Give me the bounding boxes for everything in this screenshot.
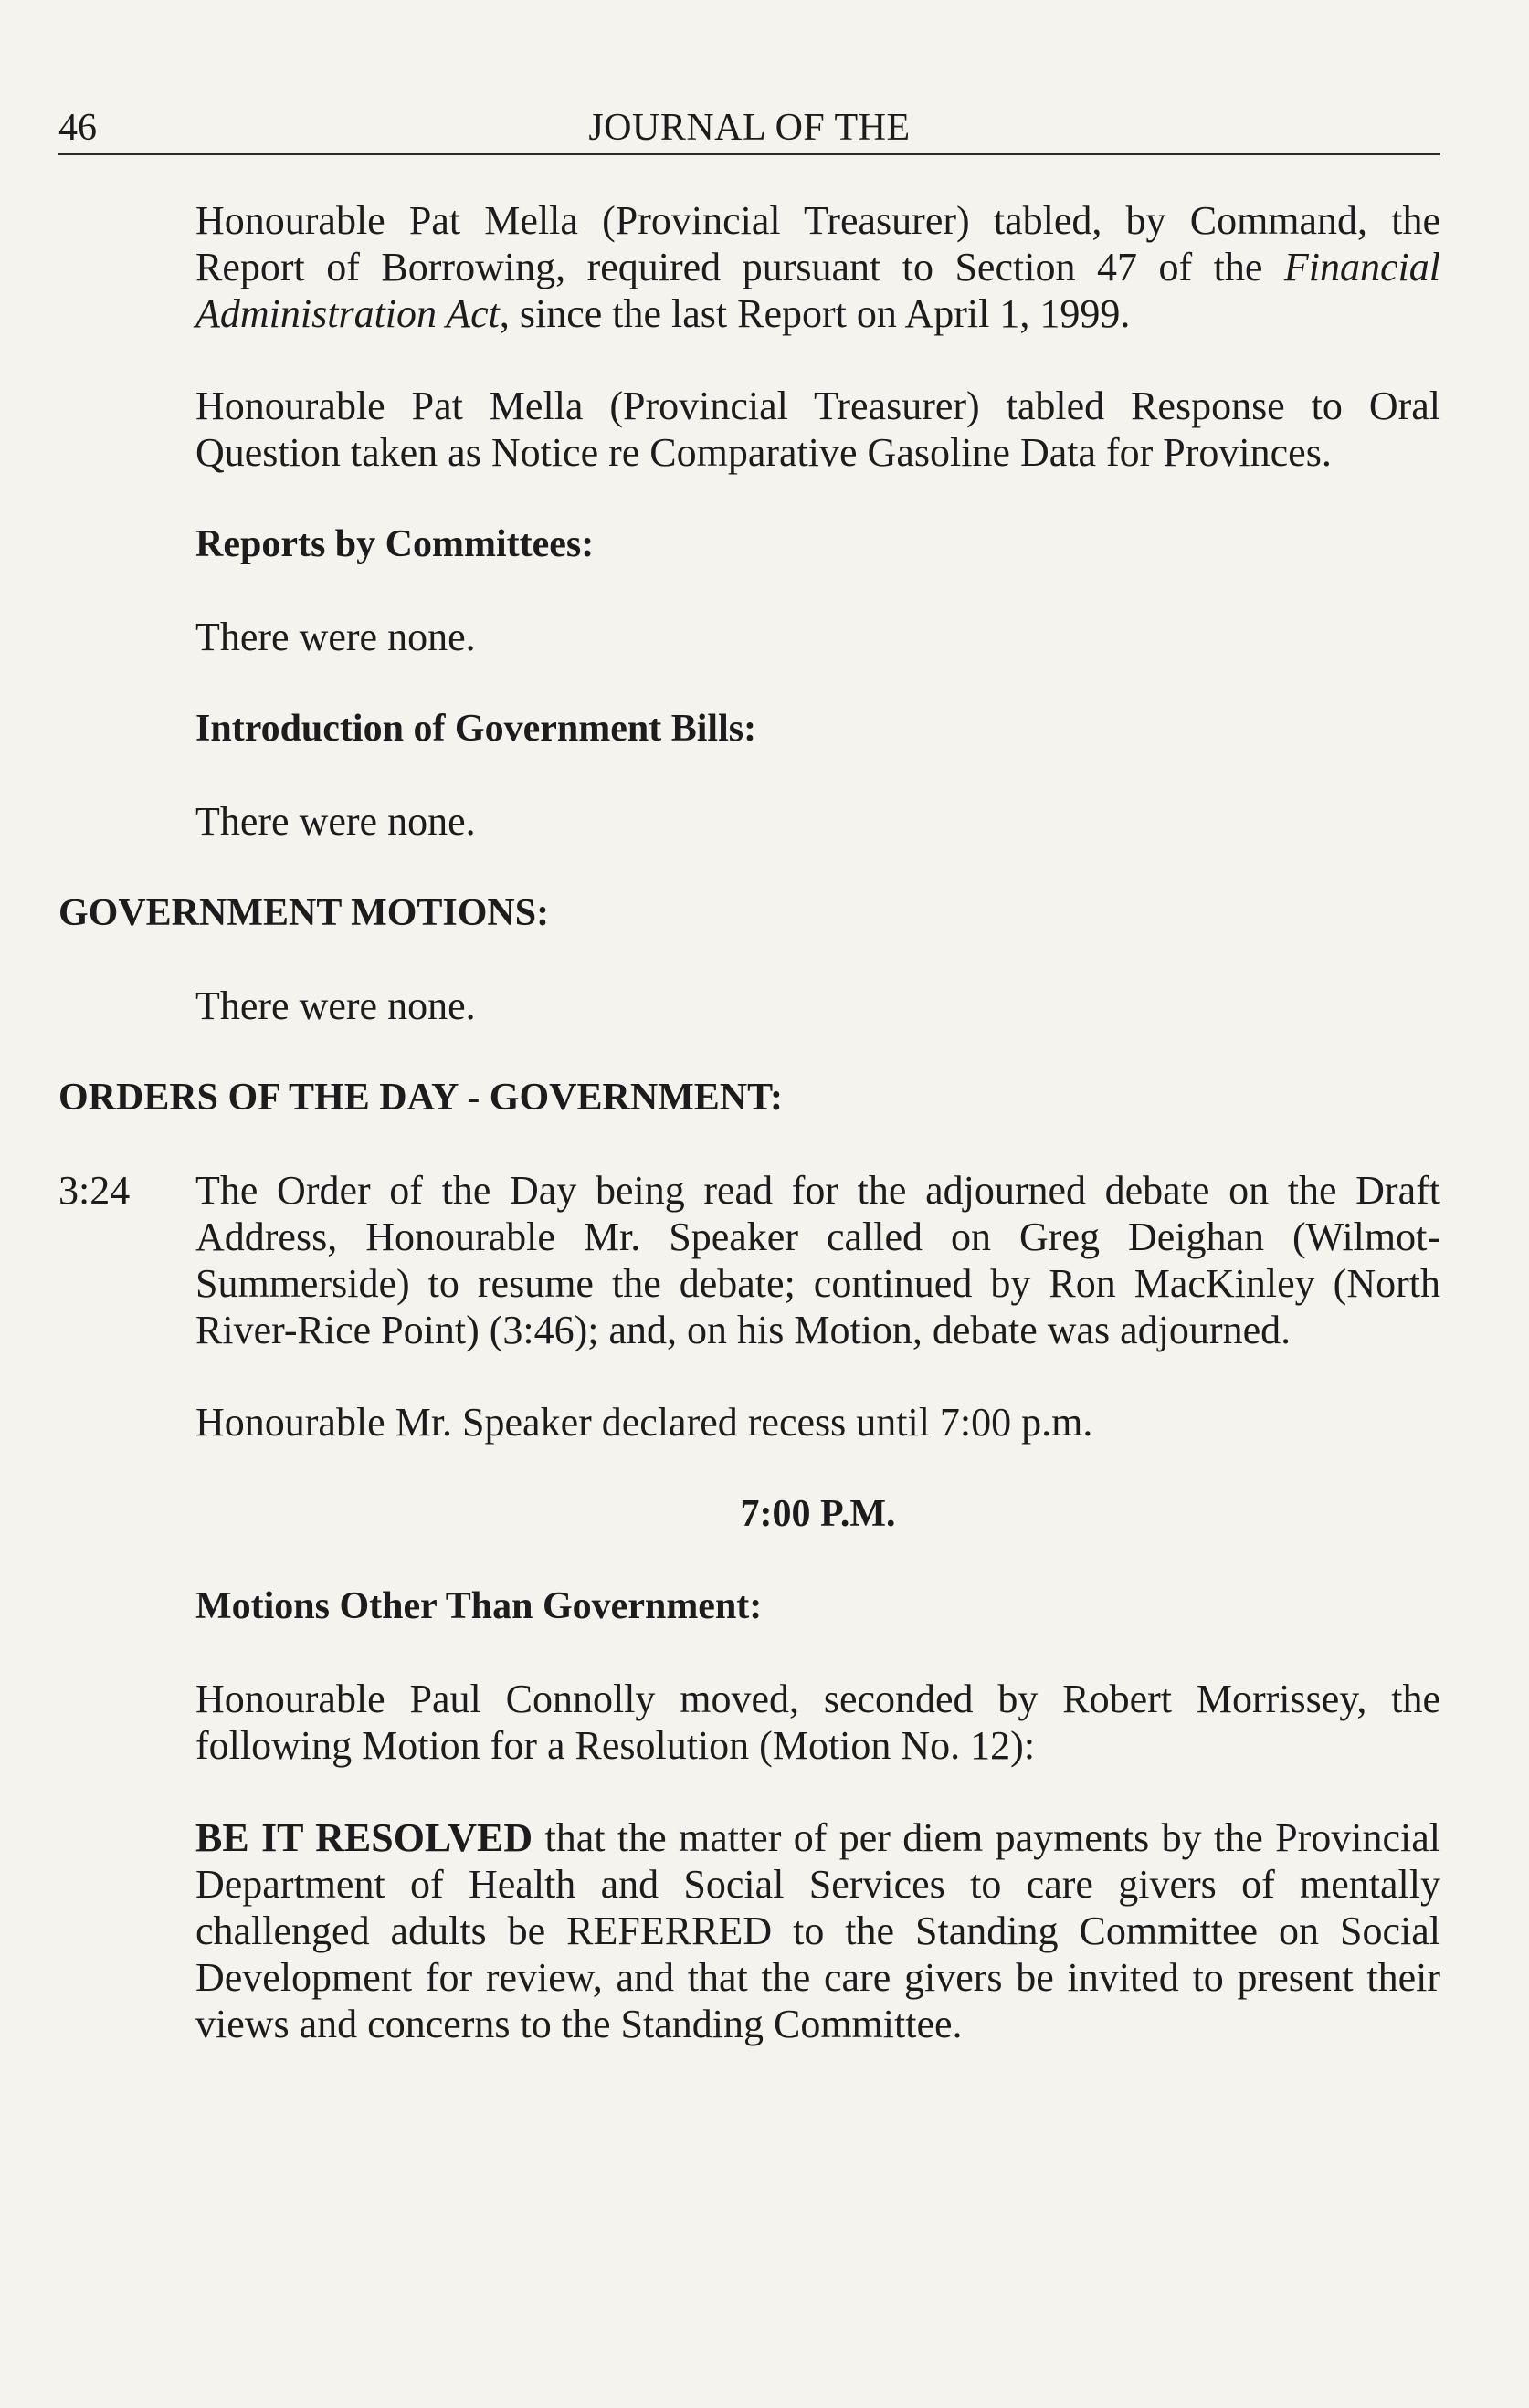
reports-by-committees-heading: Reports by Committees: <box>195 523 595 565</box>
recess-paragraph: Honourable Mr. Speaker declared recess until 7:00 p.m. <box>195 1400 1093 1445</box>
page-body <box>58 197 1440 2091</box>
timed-entry <box>58 1167 1440 1353</box>
reports-none-text: There were none. <box>195 615 476 659</box>
order-of-the-day-text: The Order of the Day being read for the adjourned debate on the Draft Address, Honourable Mr. Speaker called on Greg Deighan (Wilmot-Summerside) to resume the debate; continued by Ron MacKinley (North River-Rice Point) (3:46); and, on his Motion, debate was adjourned. <box>195 1168 1440 1352</box>
resolution-lead: BE IT RESOLVED <box>195 1815 533 1860</box>
borrowing-report-paragraph <box>195 197 1440 337</box>
gasoline-response-paragraph: Honourable Pat Mella (Provincial Treasurer) tabled Response to Oral Question taken as Notice re Comparative Gasoline Data for Provinces. <box>195 384 1440 475</box>
orders-of-the-day-heading: ORDERS OF THE DAY - GOVERNMENT: <box>58 1077 784 1119</box>
act-title: Financial Administration Act <box>195 245 1440 336</box>
borrowing-report-text-end: , since the last Report on April 1, 1999. <box>499 291 1131 336</box>
page-header <box>58 100 1440 155</box>
motions-other-than-government-heading: Motions Other Than Government: <box>195 1585 763 1627</box>
time-stamp: 3:24 <box>58 1168 131 1213</box>
resolution-paragraph <box>195 1814 1440 2047</box>
page-number: 46 <box>58 107 97 149</box>
resolution-text: that the matter of per diem payments by the Provincial Department of Health and Social Services to care givers of mentally challenged adults be REFERRED to the Standing Committee on Social Development for review, and that the care givers be invited to present their views and concerns to the Standing Committee. <box>195 1815 1440 2046</box>
running-head: JOURNAL OF THE <box>588 107 911 149</box>
introduction-of-bills-heading: Introduction of Government Bills: <box>195 708 757 750</box>
borrowing-report-text-start: Honourable Pat Mella (Provincial Treasurer) tabled, by Command, the Report of Borrowing, required pursuant to Section 47 of the <box>195 198 1440 289</box>
evening-time-heading: 7:00 P.M. <box>740 1493 896 1535</box>
government-motions-heading: GOVERNMENT MOTIONS: <box>58 892 550 934</box>
motion-introduction-paragraph: Honourable Paul Connolly moved, seconded by Robert Morrissey, the following Motion for a Resolution (Motion No. 12): <box>195 1677 1440 1768</box>
bills-none-text: There were none. <box>195 799 476 844</box>
motions-none-text: There were none. <box>195 983 476 1028</box>
